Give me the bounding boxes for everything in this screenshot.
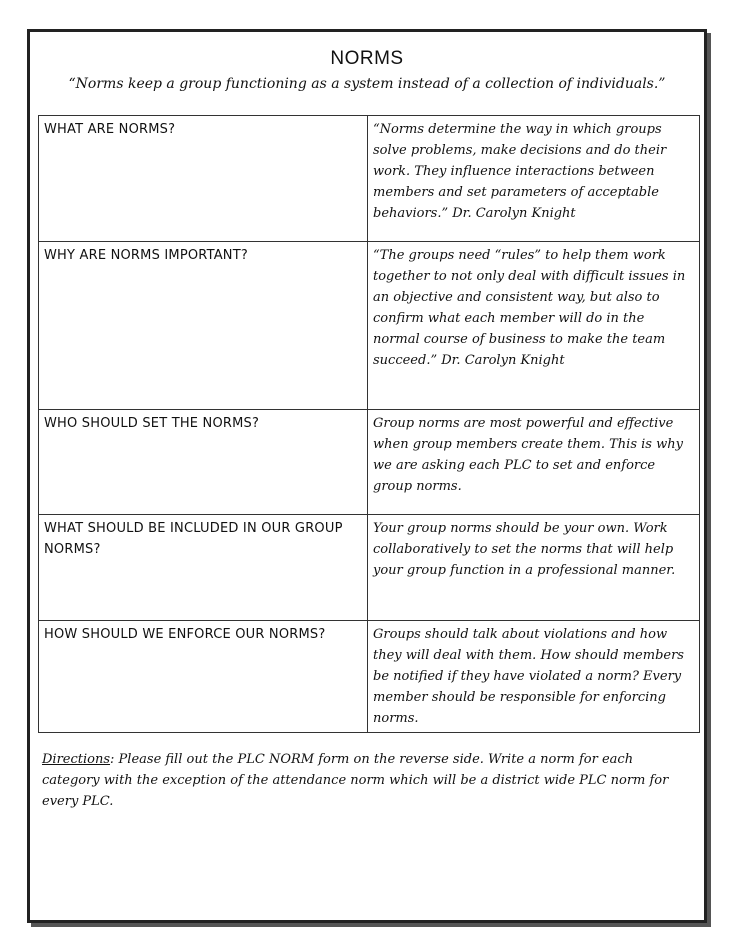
answer-cell: Groups should talk about violations and how they will deal with them. How should members be notified if they have violated a norm? Every member should be responsible for enforcing norms.: [368, 621, 700, 733]
question-cell: WHY ARE NORMS IMPORTANT?: [39, 242, 368, 410]
table-row: [39, 515, 700, 621]
question-cell: WHAT ARE NORMS?: [39, 116, 368, 242]
answer-cell: Your group norms should be your own. Work collaboratively to set the norms that will help your group function in a professional manner.: [368, 515, 700, 621]
directions-text: : Please fill out the PLC NORM form on the reverse side. Write a norm for each category with the exception of the attendance norm which will be a district wide PLC norm for every PLC.: [42, 752, 669, 809]
table-row: [39, 116, 700, 242]
table-row: [39, 621, 700, 733]
page-title: NORMS: [330, 48, 404, 69]
question-cell: HOW SHOULD WE ENFORCE OUR NORMS?: [39, 621, 368, 733]
directions-paragraph: [42, 749, 692, 812]
directions-label: Directions: [42, 752, 111, 767]
table-row: [39, 410, 700, 515]
answer-cell: “The groups need “rules” to help them work together to not only deal with difficult issues in an objective and consistent way, but also to confirm what each member will do in the normal course of business to make the team succeed.” Dr. Carolyn Knight: [368, 242, 700, 410]
norms-table: [38, 115, 700, 733]
question-cell: WHAT SHOULD BE INCLUDED IN OUR GROUP NORMS?: [39, 515, 368, 621]
page-quote: “Norms keep a group functioning as a system instead of a collection of individuals.”: [68, 76, 666, 92]
table-row: [39, 242, 700, 410]
answer-cell: Group norms are most powerful and effective when group members create them. This is why we are asking each PLC to set and enforce group norms.: [368, 410, 700, 515]
question-cell: WHO SHOULD SET THE NORMS?: [39, 410, 368, 515]
answer-cell: “Norms determine the way in which groups solve problems, make decisions and do their work. They influence interactions between members and set parameters of acceptable behaviors.” Dr. Carolyn Knight: [368, 116, 700, 242]
page-border: [27, 29, 707, 923]
